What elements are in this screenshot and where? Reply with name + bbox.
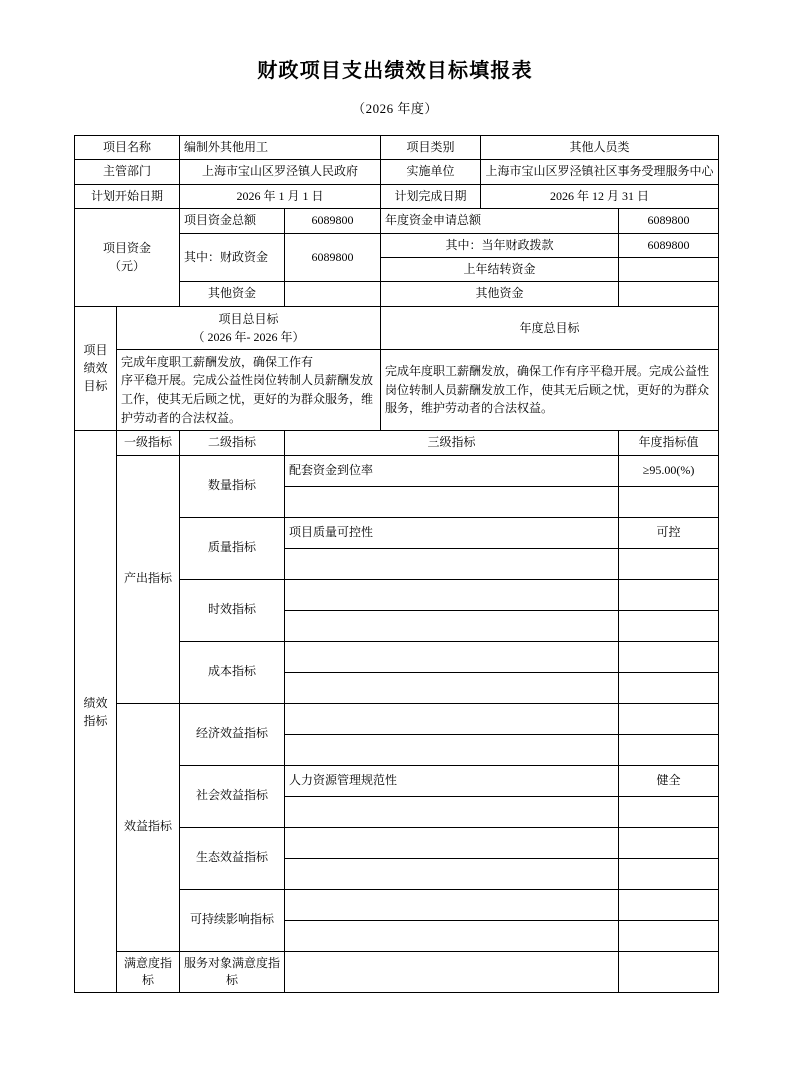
label-current-year-appropriation: 其中：当年财政拨款: [381, 233, 619, 257]
cell-level3-indicator: [285, 796, 619, 827]
title-block: [0, 0, 790, 117]
label-project-category: 项目类别: [381, 136, 481, 160]
cell-level3-indicator: [285, 858, 619, 889]
cell-level3-indicator: [285, 486, 619, 517]
cell-level3-indicator: [285, 610, 619, 641]
cell-annual-indicator-value: ≥95.00(%): [619, 455, 719, 486]
label-project-funds: 项目资金 （元）: [75, 209, 180, 307]
cell-level2-indicator: 服务对象满意度指标: [180, 951, 285, 993]
cell-annual-indicator-value: [619, 827, 719, 858]
cell-annual-indicator-value: [619, 734, 719, 765]
table-row-goals-body: [75, 349, 719, 430]
table-row-funds-total: [75, 209, 719, 233]
cell-annual-indicator-value: [619, 610, 719, 641]
cell-annual-indicator-value: [619, 579, 719, 610]
cell-level2-indicator: 经济效益指标: [180, 703, 285, 765]
value-current-year-appropriation: 6089800: [619, 233, 719, 257]
cell-level2-indicator: 生态效益指标: [180, 827, 285, 889]
cell-level2-indicator: 社会效益指标: [180, 765, 285, 827]
cell-level3-indicator: [285, 951, 619, 993]
header-level1-indicator: 一级指标: [117, 431, 180, 455]
label-supervising-dept: 主管部门: [75, 160, 180, 184]
table-row-indicator: [75, 455, 719, 486]
table-row-plan-dates: [75, 184, 719, 208]
cell-level1-indicator: 效益指标: [117, 703, 180, 951]
cell-level1-indicator: 产出指标: [117, 455, 180, 703]
cell-level3-indicator: [285, 734, 619, 765]
value-implementing-unit: 上海市宝山区罗泾镇社区事务受理服务中心: [481, 160, 719, 184]
value-project-category: 其他人员类: [481, 136, 719, 160]
label-total-project-funds: 项目资金总额: [180, 209, 285, 233]
value-planned-end-date: 2026 年 12 月 31 日: [481, 184, 719, 208]
header-level3-indicator: 三级指标: [285, 431, 619, 455]
cell-annual-indicator-value: 健全: [619, 765, 719, 796]
header-annual-total-goal: 年度总目标: [381, 306, 719, 349]
header-project-total-goal: 项目总目标 （ 2026 年- 2026 年）: [117, 306, 381, 349]
cell-level2-indicator: 成本指标: [180, 641, 285, 703]
table-row-project-name: [75, 136, 719, 160]
cell-level3-indicator: [285, 548, 619, 579]
table-row-indicator: [75, 951, 719, 993]
cell-level3-indicator: [285, 703, 619, 734]
cell-annual-indicator-value: [619, 672, 719, 703]
cell-annual-indicator-value: [619, 548, 719, 579]
cell-level3-indicator: 配套资金到位率: [285, 455, 619, 486]
cell-annual-indicator-value: [619, 920, 719, 951]
header-level2-indicator: 二级指标: [180, 431, 285, 455]
value-planned-start-date: 2026 年 1 月 1 日: [180, 184, 381, 208]
label-planned-end-date: 计划完成日期: [381, 184, 481, 208]
performance-target-form: [74, 135, 719, 993]
cell-annual-indicator-value: [619, 858, 719, 889]
page-title: 财政项目支出绩效目标填报表: [257, 60, 533, 82]
cell-level2-indicator: 数量指标: [180, 455, 285, 517]
cell-level3-indicator: [285, 579, 619, 610]
label-implementing-unit: 实施单位: [381, 160, 481, 184]
form-table-wrapper: [0, 135, 790, 993]
value-other-funds-right: [619, 282, 719, 306]
label-performance-indicators: 绩效 指标: [75, 431, 117, 993]
table-row-supervising-dept: [75, 160, 719, 184]
cell-annual-indicator-value: [619, 486, 719, 517]
label-other-funds-left: 其他资金: [180, 282, 285, 306]
value-annual-fund-request: 6089800: [619, 209, 719, 233]
value-total-project-funds: 6089800: [285, 209, 381, 233]
cell-annual-indicator-value: 可控: [619, 517, 719, 548]
label-project-performance-goals: 项目 绩效 目标: [75, 306, 117, 430]
cell-level3-indicator: [285, 920, 619, 951]
value-project-name: 编制外其他用工: [180, 136, 381, 160]
header-annual-indicator-value: 年度指标值: [619, 431, 719, 455]
cell-annual-indicator-value: [619, 951, 719, 993]
label-planned-start-date: 计划开始日期: [75, 184, 180, 208]
cell-annual-indicator-value: [619, 889, 719, 920]
label-annual-fund-request: 年度资金申请总额: [381, 209, 619, 233]
cell-level3-indicator: [285, 641, 619, 672]
cell-level3-indicator: 人力资源管理规范性: [285, 765, 619, 796]
label-project-name: 项目名称: [75, 136, 180, 160]
cell-level2-indicator: 时效指标: [180, 579, 285, 641]
cell-annual-indicator-value: [619, 641, 719, 672]
label-carryover-funds: 上年结转资金: [381, 257, 619, 281]
fiscal-year-subtitle: （2026 年度）: [352, 101, 438, 116]
table-row-indicator: [75, 703, 719, 734]
label-fiscal-funds: 其中：财政资金: [180, 233, 285, 282]
text-annual-total-goal: 完成年度职工薪酬发放，确保工作有序平稳开展。完成公益性岗位转制人员薪酬发放工作，使其无后顾之忧，更好的为群众服务，维护劳动者的合法权益。: [381, 349, 719, 430]
cell-level3-indicator: [285, 672, 619, 703]
table-row-indicators-header: [75, 431, 719, 455]
cell-level2-indicator: 可持续影响指标: [180, 889, 285, 951]
value-other-funds-left: [285, 282, 381, 306]
cell-annual-indicator-value: [619, 796, 719, 827]
text-project-total-goal: 完成年度职工薪酬发放，确保工作有 序平稳开展。完成公益性岗位转制人员薪酬发放工作，使其无后顾之忧，更好的为群众服务，维护劳动者的合法权益。: [117, 349, 381, 430]
cell-level2-indicator: 质量指标: [180, 517, 285, 579]
value-carryover-funds: [619, 257, 719, 281]
value-fiscal-funds: 6089800: [285, 233, 381, 282]
cell-level3-indicator: 项目质量可控性: [285, 517, 619, 548]
value-supervising-dept: 上海市宝山区罗泾镇人民政府: [180, 160, 381, 184]
cell-level3-indicator: [285, 827, 619, 858]
table-row-goals-header: [75, 306, 719, 349]
cell-annual-indicator-value: [619, 703, 719, 734]
label-other-funds-right: 其他资金: [381, 282, 619, 306]
cell-level1-indicator: 满意度指标: [117, 951, 180, 993]
cell-level3-indicator: [285, 889, 619, 920]
